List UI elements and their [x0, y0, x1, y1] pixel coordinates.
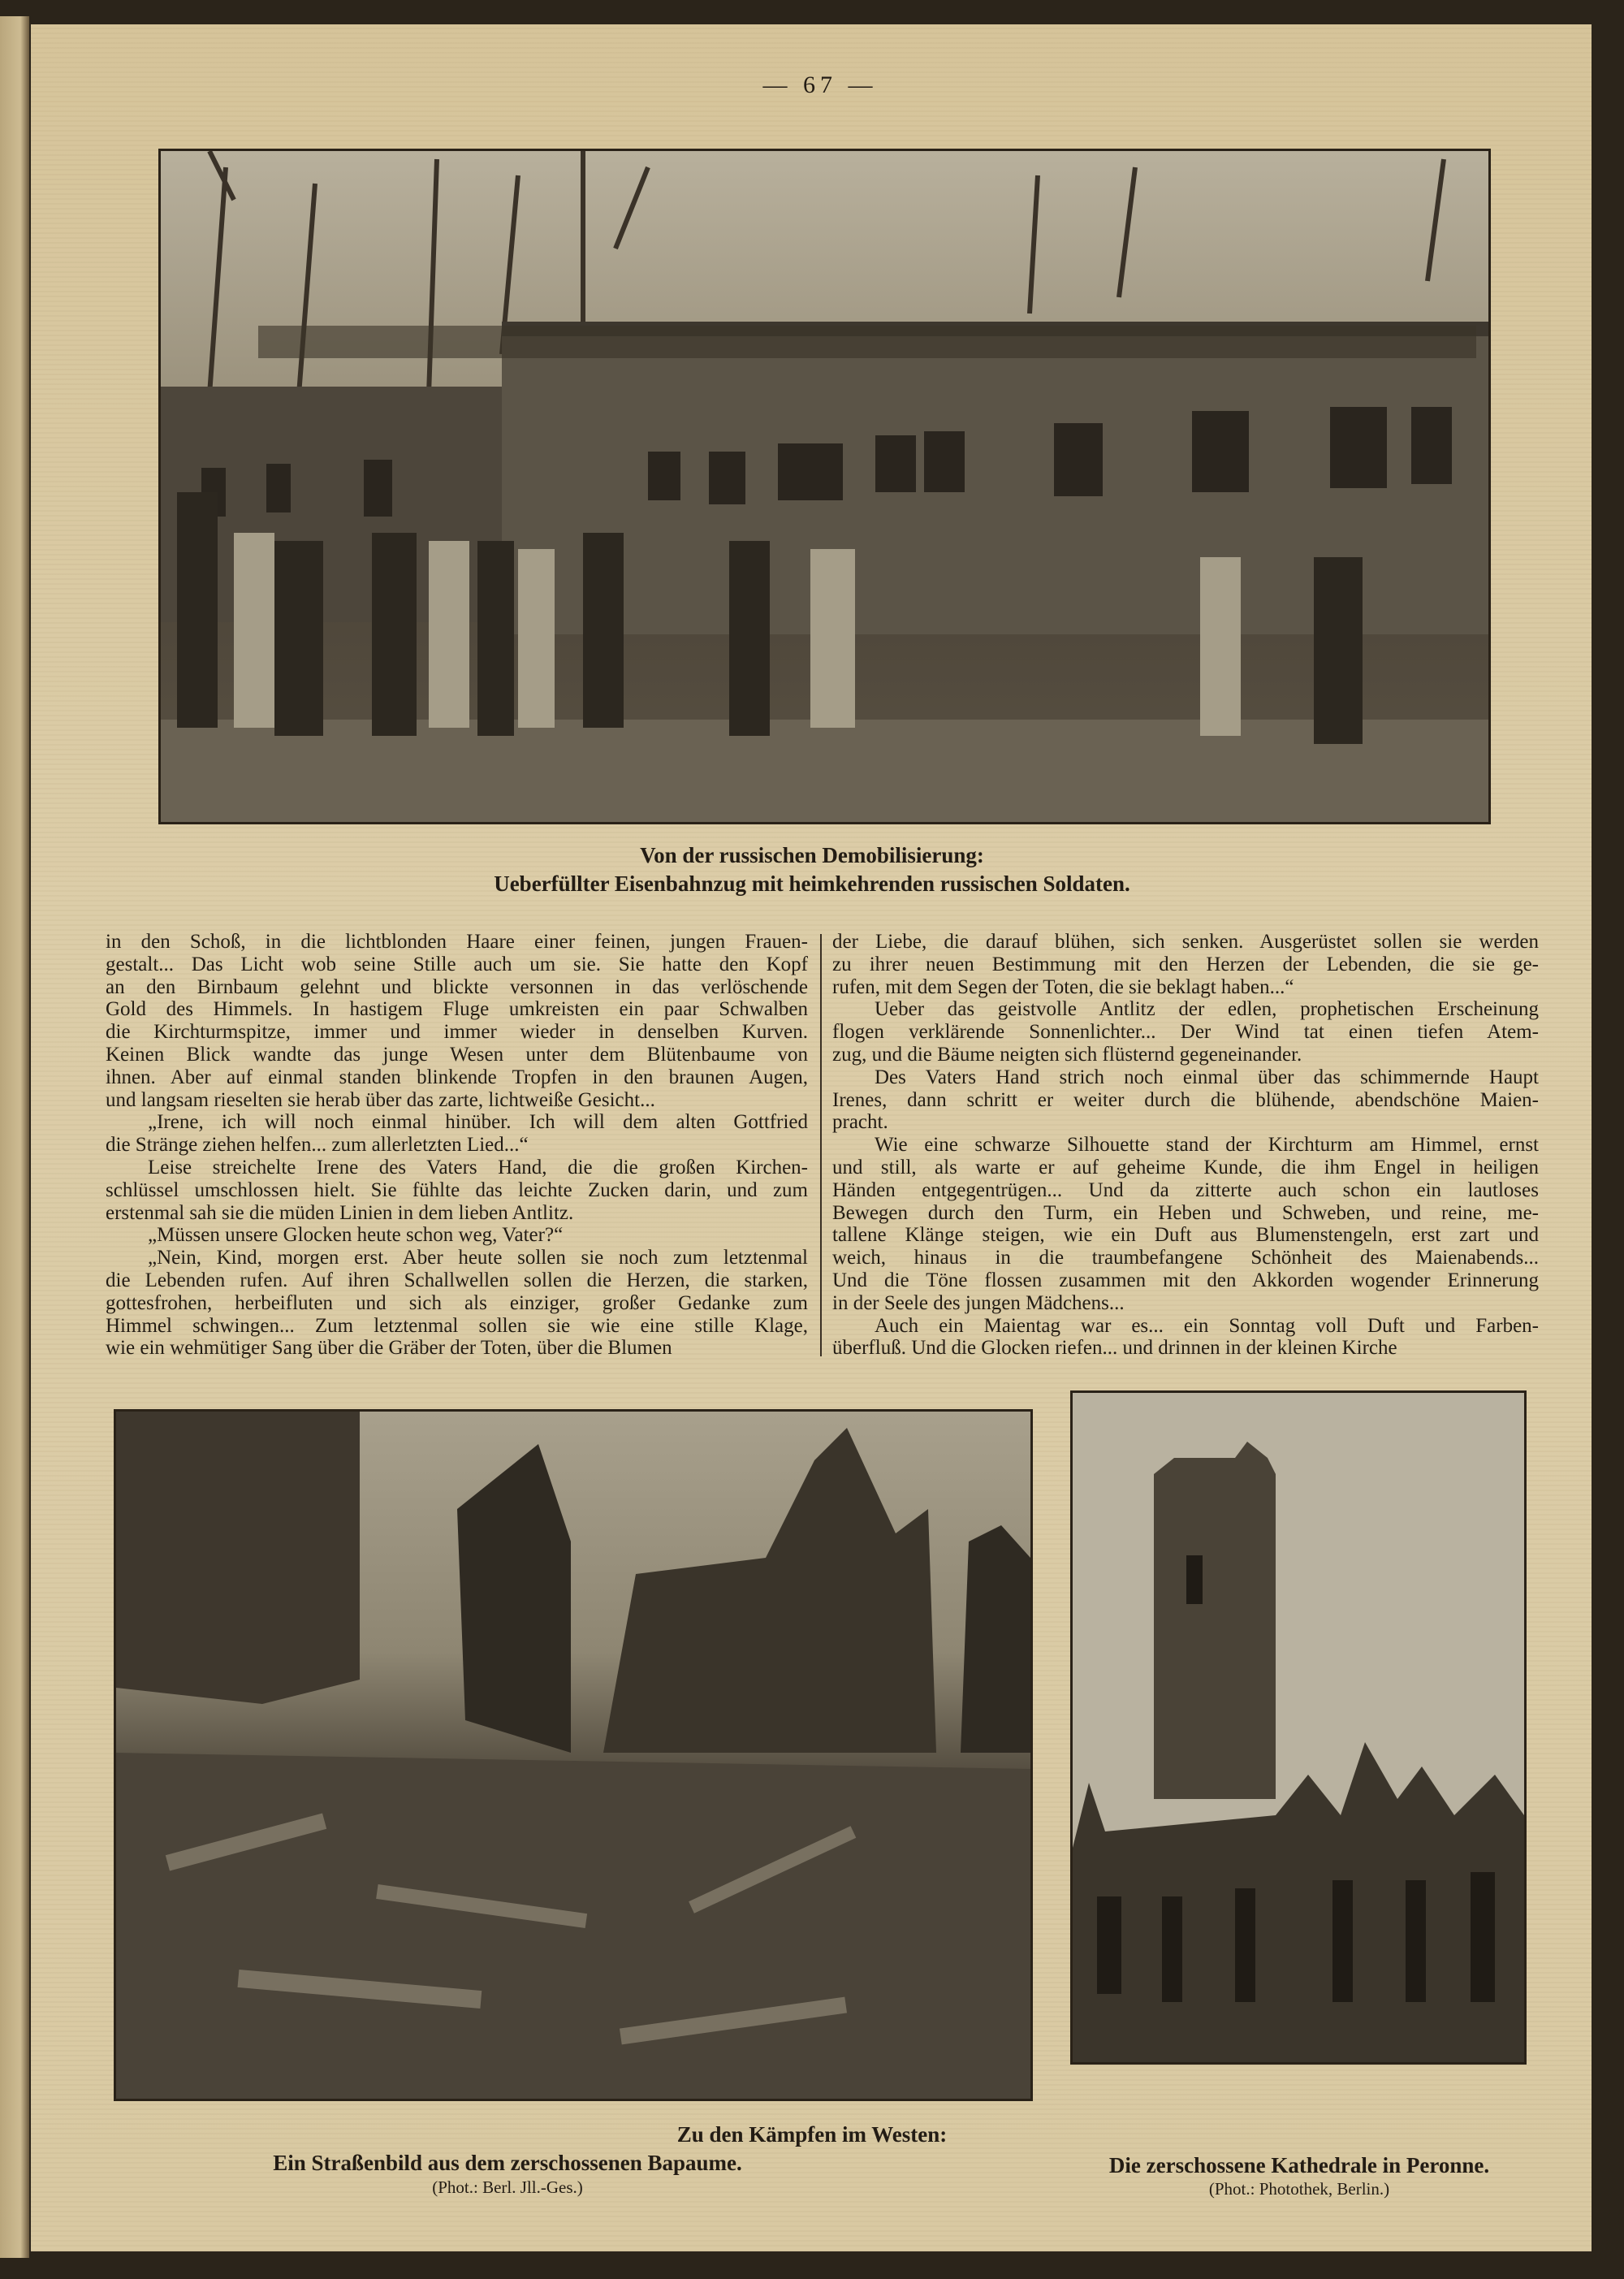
bottom-shared-caption: Zu den Kämpfen im Westen: — [676, 2122, 948, 2147]
text-line: an den Birnbaum gelehnt und blickte versonnen in das verlöschende — [106, 975, 808, 998]
text-line: und still, als warte er auf geheime Kunde, die ihm Engel in heiligen — [832, 1156, 1539, 1178]
text-line: Ueber das geistvolle Antlitz der edlen, prophetischen Erscheinung — [875, 998, 1539, 1021]
text-line: „Müssen unsere Glocken heute schon weg, Vater?“ — [148, 1224, 564, 1247]
text-line: erstenmal sah sie die müden Linien in dem lieben Antlitz. — [106, 1201, 574, 1224]
text-line: überfluß. Und die Glocken riefen... und drinnen in der kleinen Kirche — [832, 1337, 1397, 1360]
text-line: und langsam rieselten sie herab über das zarte, lichtweiße Gesicht... — [106, 1088, 655, 1111]
peronne-photo-credit: (Phot.: Photothek, Berlin.) — [1208, 2179, 1390, 2199]
text-line: gestalt... Das Licht wob seine Stille auch um sie. Sie hatte den Kopf — [106, 953, 808, 975]
top-photo-caption-line1: Von der russischen Demobilisierung: — [640, 843, 984, 867]
text-line: Und die Töne flossen zusammen mit den Akkorden wogender Erinnerung — [832, 1269, 1539, 1291]
peronne-caption: Die zerschossene Kathedrale in Peronne. — [1108, 2153, 1490, 2177]
article-left-column — [106, 931, 808, 1360]
column-divider — [820, 934, 822, 1356]
paragraph — [832, 1066, 1539, 1134]
train-photo — [158, 149, 1491, 824]
bapaume-caption: Ein Straßenbild aus dem zerschossenen Bapaume. — [273, 2151, 742, 2175]
text-line: wie ein wehmütiger Sang über die Gräber der Toten, über die Blumen — [106, 1337, 672, 1360]
text-line: Händen entgegentrügen... Und da zitterte auch schon ein lautloses — [832, 1178, 1539, 1201]
text-line: Wie eine schwarze Silhouette stand der Kirchturm am Himmel, ernst — [875, 1134, 1539, 1157]
text-line: flogen verklärende Sonnenlichter... Der Wind tat einen tiefen Atem- — [832, 1021, 1539, 1044]
text-line: die Kirchturmspitze, immer und immer wieder in denselben Kurven. — [106, 1021, 808, 1044]
text-line: Keinen Blick wandte das junge Wesen unter dem Blütenbaume von — [106, 1043, 808, 1066]
text-line: Himmel schwingen... Zum letztenmal sollen sie wie eine stille Klage, — [106, 1314, 808, 1337]
paragraph — [832, 1134, 1539, 1314]
top-photo-caption-line2: Ueberfüllter Eisenbahnzug mit heimkehrenden russischen Soldaten. — [494, 871, 1130, 896]
text-line: ihnen. Aber auf einmal standen blinkende Tropfen in den braunen Augen, — [106, 1066, 808, 1088]
bapaume-photo-credit: (Phot.: Berl. Jll.-Ges.) — [432, 2177, 583, 2197]
paragraph — [832, 998, 1539, 1066]
paragraph — [106, 1157, 808, 1224]
text-line: in der Seele des jungen Mädchens... — [832, 1291, 1125, 1314]
text-line: pracht. — [832, 1111, 888, 1134]
text-line: Bewegen durch den Turm, ein Heben und Schweben, und reine, me- — [832, 1201, 1539, 1224]
paragraph — [106, 931, 808, 1111]
text-line: Leise streichelte Irene des Vaters Hand, die die großen Kirchen- — [148, 1156, 808, 1178]
paragraph — [106, 1111, 808, 1157]
text-line: Auch ein Maientag war es... ein Sonntag voll Duft und Farben- — [875, 1314, 1539, 1337]
text-line: der Liebe, die darauf blühen, sich senken. Ausgerüstet sollen sie werden — [832, 931, 1539, 953]
text-line: „Nein, Kind, morgen erst. Aber heute sollen sie noch zum letztenmal — [148, 1247, 808, 1269]
paragraph — [106, 1224, 808, 1247]
text-line: zug, und die Bäume neigten sich flüsternd gegeneinander. — [832, 1043, 1302, 1066]
text-line: in den Schoß, in die lichtblonden Haare einer feinen, jungen Frauen- — [106, 931, 808, 953]
text-line: die Stränge ziehen helfen... zum allerletzten Lied...“ — [106, 1134, 529, 1157]
text-line: tallene Klänge steigen, wie ein Duft aus Blumenstengeln, erst zart und — [832, 1224, 1539, 1247]
text-line: die Lebenden rufen. Auf ihren Schallwellen sollen die Herzen, die starken, — [106, 1269, 808, 1291]
text-line: Gold des Himmels. In hastigem Fluge umkreisten ein paar Schwalben — [106, 998, 808, 1021]
peronne-cathedral-photo — [1070, 1390, 1527, 2065]
previous-page-edge — [0, 16, 29, 2258]
text-line: rufen, mit dem Segen der Toten, die sie beklagt haben...“ — [832, 975, 1294, 998]
text-line: weich, hinaus in die traumbefangene Schönheit des Maienabends... — [832, 1247, 1539, 1269]
article-right-column — [832, 931, 1539, 1360]
paragraph — [106, 1247, 808, 1360]
text-line: schlüssel umschlossen hielt. Sie fühlte das leichte Zucken darin, und zum — [106, 1178, 808, 1201]
bapaume-ruins-photo — [114, 1409, 1033, 2101]
text-line: gottesfrohen, herbeifluten und sich als einziger, großer Gedanke zum — [106, 1291, 808, 1314]
text-line: zu ihrer neuen Bestimmung mit den Herzen der Lebenden, die sie ge- — [832, 953, 1539, 975]
text-line: Irenes, dann schritt er weiter durch die blühende, abendschöne Maien- — [832, 1088, 1539, 1111]
page-number: — 67 — — [762, 71, 878, 98]
text-line: „Irene, ich will noch einmal hinüber. Ich will dem alten Gottfried — [148, 1111, 808, 1134]
paragraph — [832, 931, 1539, 998]
text-line: Des Vaters Hand strich noch einmal über das schimmernde Haupt — [875, 1066, 1539, 1088]
paragraph — [832, 1315, 1539, 1360]
